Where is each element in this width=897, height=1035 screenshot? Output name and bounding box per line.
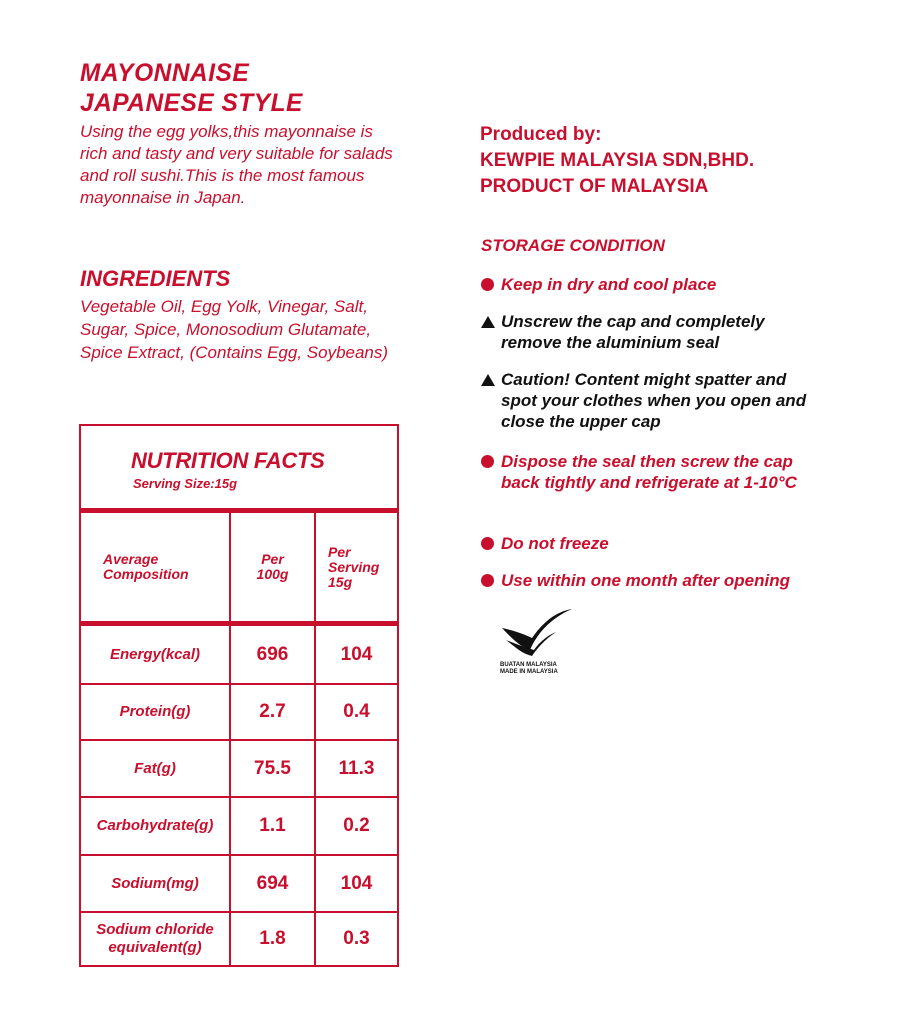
storage-item-use-within [481,570,841,591]
row-per100-sodium-chloride: 1.8 [259,928,286,949]
row-perserving-carbohydrate: 0.2 [343,815,370,836]
row-per100-carbohydrate: 1.1 [259,815,286,836]
storage-item-freeze [481,533,841,554]
bullet-dot-icon [481,451,501,493]
product-title-line2: JAPANESE STYLE [80,89,303,117]
nutrition-header [81,426,397,510]
storage-item-dispose [481,451,841,493]
storage-item-text: Dispose the seal then screw the cap back tightly and refrigerate at 1-10°C [501,452,797,492]
row-perserving-fat: 11.3 [338,757,375,779]
storage-item-text: Unscrew the cap and completely remove the aluminium seal [501,312,765,352]
producer-label: Produced by: [480,124,602,145]
row-label-protein: Protein(g) [119,703,191,720]
producer-company: KEWPIE MALAYSIA SDN,BHD. [480,150,755,171]
header-per100-text: Per 100g [256,551,289,582]
storage-item-text: Do not freeze [501,534,609,553]
header-composition [81,513,229,621]
bullet-dot-icon [481,274,501,295]
warning-triangle-icon [481,369,501,432]
storage-title: STORAGE CONDITION [481,236,665,255]
row-label-energy: Energy(kcal) [109,645,201,663]
row-per100-energy: 696 [256,643,289,665]
producer-origin: PRODUCT OF MALAYSIA [480,176,709,197]
ingredients-title: INGREDIENTS [80,266,231,291]
storage-item-unscrew [481,311,841,353]
header-per-serving-text: Per Serving 15g [328,543,380,590]
row-perserving-sodium-chloride: 0.3 [343,928,370,949]
row-label-sodium-chloride: Sodium chloride equivalent(g) [96,921,214,956]
row-per100-protein: 2.7 [259,701,286,722]
malaysia-flag-icon [498,606,578,661]
logo-text-line2: MADE IN MALAYSIA [500,669,558,675]
storage-item-text: Caution! Content might spatter and spot your clothes when you open and close the upper cap [501,370,807,431]
product-title [80,58,303,118]
warning-triangle-icon [481,311,501,353]
row-label-sodium: Sodium(mg) [111,874,199,892]
nutrition-facts-table [79,424,399,967]
storage-item-dry [481,274,841,295]
product-title-line1: MAYONNAISE [80,59,250,87]
producer-info [480,122,754,200]
nutrition-title: NUTRITION FACTS [131,448,325,473]
logo-text-line1: BUATAN MALAYSIA [500,662,557,668]
row-per100-fat: 75.5 [254,757,291,779]
product-description: Using the egg yolks,this mayonnaise is rich and tasty and very suitable for salads and roll sushi.This is the most famous mayonnaise in Japan. [80,122,393,207]
row-perserving-energy: 104 [340,643,373,665]
row-label-carbohydrate: Carbohydrate(g) [96,817,214,834]
header-per100 [231,513,314,621]
storage-item-text: Keep in dry and cool place [501,275,717,294]
row-per100-sodium: 694 [256,872,289,894]
header-composition-text: Average Composition [103,551,189,582]
bullet-dot-icon [481,570,501,591]
made-in-malaysia-logo [498,606,578,681]
row-perserving-protein: 0.4 [343,701,370,722]
row-perserving-sodium: 104 [340,872,373,894]
serving-size: Serving Size:15g [133,476,238,491]
header-per-serving [316,513,397,621]
bullet-dot-icon [481,533,501,554]
storage-item-text: Use within one month after opening [501,571,790,590]
row-label-fat: Fat(g) [134,759,176,777]
storage-item-caution [481,369,841,432]
ingredients-text: Vegetable Oil, Egg Yolk, Vinegar, Salt, Sugar, Spice, Monosodium Glutamate, Spice Extract, (Contains Egg, Soybeans) [80,297,389,362]
